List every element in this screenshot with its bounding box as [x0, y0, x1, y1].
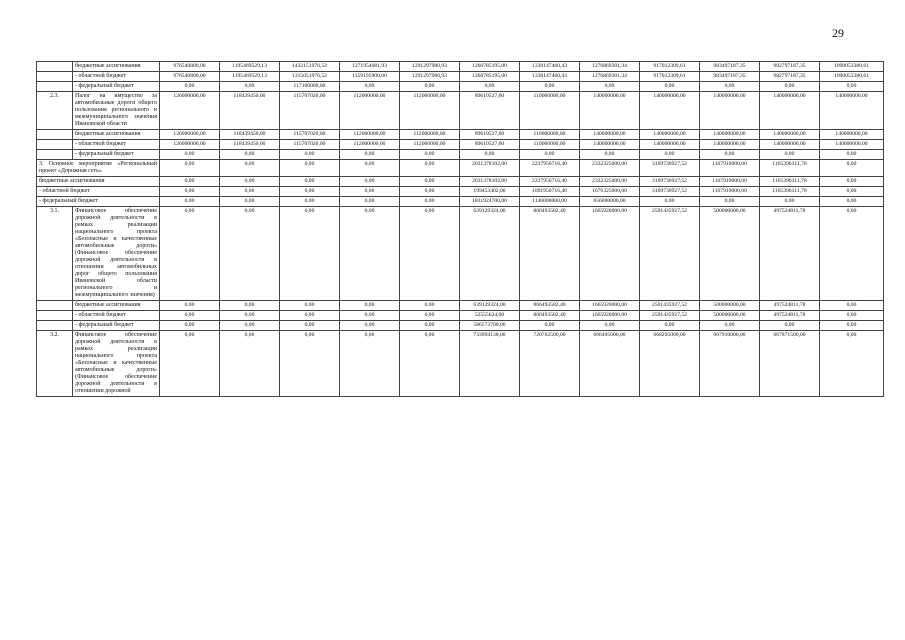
value-cell: 1195469529,13 [220, 72, 280, 82]
value-cell: 140000000,00 [820, 140, 884, 150]
value-cell: 1165396311,78 [760, 160, 820, 177]
row-name-cell: - областной бюджет [73, 311, 160, 321]
value-cell: 0,00 [280, 311, 340, 321]
value-cell: 1260785195,00 [460, 72, 520, 82]
table-row [37, 187, 884, 197]
table-row [37, 207, 884, 301]
value-cell: 866493582,40 [520, 207, 580, 301]
value-cell: 112000000,00 [340, 92, 400, 130]
value-cell: 0,00 [400, 150, 460, 160]
value-cell: 0,00 [340, 207, 400, 301]
table-row [37, 331, 884, 397]
value-cell: 497524811,78 [760, 301, 820, 311]
value-cell: 1338147460,43 [520, 72, 580, 82]
value-cell: 0,00 [700, 197, 760, 207]
value-cell: 1665920000,00 [580, 207, 640, 301]
value-cell: 0,00 [820, 150, 884, 160]
value-cell: 720762500,00 [520, 331, 580, 397]
value-cell: 110000000,00 [520, 140, 580, 150]
value-cell: 1338147460,43 [520, 62, 580, 72]
row-name-cell: 3. Основное мероприятие «Региональный проект «Дорожная сеть» [37, 160, 160, 177]
row-name-cell: Налог на имущество за автомобильные дороги общего пользования регионального и межмуниципального значения Ивановской области [73, 92, 160, 130]
value-cell: 112000000,00 [340, 130, 400, 140]
value-cell: 1831924700,00 [460, 197, 520, 207]
value-cell: 2501435927,52 [640, 311, 700, 321]
value-cell: 126000000,00 [160, 92, 220, 130]
value-cell: 0,00 [220, 197, 280, 207]
value-cell: 2237950716,40 [520, 160, 580, 177]
value-cell: 3169730927,52 [640, 177, 700, 187]
value-cell: 0,00 [400, 82, 460, 92]
value-cell: 126000000,00 [160, 140, 220, 150]
value-cell: 118439450,00 [220, 140, 280, 150]
value-cell: 0,00 [820, 321, 884, 331]
value-cell: 2332325000,00 [580, 177, 640, 187]
value-cell: 983497187,35 [700, 72, 760, 82]
row-name-cell: - областной бюджет [73, 72, 160, 82]
value-cell: 89610527,00 [460, 130, 520, 140]
value-cell: 118439450,00 [220, 92, 280, 130]
value-cell: 0,00 [160, 311, 220, 321]
value-cell: 140000000,00 [640, 130, 700, 140]
value-cell: 1195469529,13 [220, 62, 280, 72]
value-cell: 0,00 [820, 160, 884, 177]
value-cell: 0,00 [820, 311, 884, 321]
row-name-cell: - федеральный бюджет [73, 321, 160, 331]
value-cell: 0,00 [340, 331, 400, 397]
table-row [37, 150, 884, 160]
value-cell: 1276869301,34 [580, 62, 640, 72]
value-cell: 0,00 [460, 150, 520, 160]
value-cell: 0,00 [220, 177, 280, 187]
row-index-cell [37, 140, 73, 150]
row-index-cell: 2.3. [37, 92, 73, 130]
value-cell: 0,00 [820, 177, 884, 187]
value-cell: 0,00 [400, 321, 460, 331]
value-cell: 500000000,00 [700, 207, 760, 301]
value-cell: 140000000,00 [760, 140, 820, 150]
value-cell: 639129324,00 [460, 301, 520, 311]
row-index-cell [37, 321, 73, 331]
value-cell: 0,00 [280, 177, 340, 187]
value-cell: 140000000,00 [640, 92, 700, 130]
budget-table [36, 61, 884, 397]
value-cell: 0,00 [580, 82, 640, 92]
value-cell: 117100000,00 [280, 82, 340, 92]
value-cell: 3169730927,52 [640, 187, 700, 197]
value-cell: 0,00 [400, 331, 460, 397]
table-row [37, 62, 884, 72]
value-cell: 917012309,61 [640, 62, 700, 72]
row-name-cell: - федеральный бюджет [73, 150, 160, 160]
value-cell: 1090053380,61 [820, 62, 884, 72]
value-cell: 0,00 [280, 187, 340, 197]
value-cell: 0,00 [760, 82, 820, 92]
row-index-cell [37, 62, 73, 72]
value-cell: 0,00 [640, 321, 700, 331]
value-cell: 976540800,00 [160, 62, 220, 72]
value-cell: 0,00 [340, 177, 400, 187]
value-cell: 0,00 [640, 197, 700, 207]
value-cell: 0,00 [400, 311, 460, 321]
value-cell: 982797187,35 [760, 72, 820, 82]
value-cell: 115707020,00 [280, 130, 340, 140]
value-cell: 140000000,00 [700, 130, 760, 140]
value-cell: 667910000,00 [700, 331, 760, 397]
value-cell: 0,00 [520, 82, 580, 92]
value-cell: 586573700,00 [460, 321, 520, 331]
row-name-cell: бюджетные ассигнования [73, 301, 160, 311]
value-cell: 0,00 [400, 187, 460, 197]
value-cell: 0,00 [340, 150, 400, 160]
value-cell: 497524811,78 [760, 311, 820, 321]
value-cell: 0,00 [340, 301, 400, 311]
value-cell: 89610527,00 [460, 92, 520, 130]
value-cell: 112000000,00 [400, 92, 460, 130]
row-index-cell: 3.1. [37, 207, 73, 301]
value-cell: 0,00 [400, 301, 460, 311]
value-cell: 0,00 [160, 207, 220, 301]
value-cell: 0,00 [280, 150, 340, 160]
value-cell: 115707020,00 [280, 140, 340, 150]
value-cell: 1276869301,34 [580, 72, 640, 82]
table-row [37, 321, 884, 331]
value-cell: 140000000,00 [820, 92, 884, 130]
value-cell: 0,00 [160, 187, 220, 197]
value-cell: 140000000,00 [640, 140, 700, 150]
value-cell: 733994138,00 [460, 331, 520, 397]
value-cell: 1146000000,00 [520, 197, 580, 207]
table-row [37, 197, 884, 207]
value-cell: 112000000,00 [340, 140, 400, 150]
row-index-cell [37, 150, 73, 160]
row-name-cell: бюджетные ассигнования [73, 62, 160, 72]
value-cell: 112000000,00 [400, 140, 460, 150]
value-cell: 0,00 [820, 82, 884, 92]
value-cell: 118439450,00 [220, 130, 280, 140]
value-cell: 667871500,00 [760, 331, 820, 397]
value-cell: 917012309,61 [640, 72, 700, 82]
value-cell: 0,00 [220, 82, 280, 92]
value-cell: 0,00 [220, 311, 280, 321]
row-name-cell: бюджетные ассигнования [73, 130, 160, 140]
value-cell: 89610527,00 [460, 140, 520, 150]
value-cell: 668295000,00 [640, 331, 700, 397]
value-cell: 110000000,00 [520, 130, 580, 140]
value-cell: 0,00 [340, 160, 400, 177]
value-cell: 0,00 [700, 82, 760, 92]
value-cell: 0,00 [820, 187, 884, 197]
value-cell: 0,00 [340, 187, 400, 197]
value-cell: 1291297980,93 [400, 62, 460, 72]
value-cell: 983497187,35 [700, 62, 760, 72]
value-cell: 0,00 [700, 321, 760, 331]
value-cell: 2501435927,52 [640, 207, 700, 301]
value-cell: 0,00 [340, 197, 400, 207]
table-row [37, 82, 884, 92]
value-cell: 0,00 [760, 321, 820, 331]
table-row [37, 92, 884, 130]
row-name-cell: - федеральный бюджет [73, 82, 160, 92]
table-row [37, 311, 884, 321]
value-cell: 0,00 [160, 197, 220, 207]
value-cell: 0,00 [220, 207, 280, 301]
value-cell: 0,00 [160, 177, 220, 187]
value-cell: 1315051976,52 [280, 72, 340, 82]
row-name-cell: - федеральный бюджет [37, 197, 160, 207]
value-cell: 0,00 [460, 82, 520, 92]
value-cell: 0,00 [760, 150, 820, 160]
value-cell: 0,00 [400, 177, 460, 187]
table-row [37, 301, 884, 311]
value-cell: 656000000,00 [580, 197, 640, 207]
value-cell: 140000000,00 [580, 92, 640, 130]
value-cell: 866493582,40 [520, 301, 580, 311]
value-cell: 500000000,00 [700, 301, 760, 311]
value-cell: 0,00 [520, 150, 580, 160]
value-cell: 639129324,00 [460, 207, 520, 301]
value-cell: 1167910000,00 [700, 160, 760, 177]
value-cell: 1676325000,00 [580, 187, 640, 197]
row-name-cell: Финансовое обеспечение дорожной деятельности в рамках реализации национального проекта «Безопасные и качественные автомобильные дороги» (Финансовое обеспечение дорожной деятельности в отношении автомобильных дорог общего пользования Ивановской области регионального и межмуниципального значения) [73, 207, 160, 301]
value-cell: 976540800,00 [160, 72, 220, 82]
row-name-cell: - областной бюджет [37, 187, 160, 197]
value-cell: 115707020,00 [280, 92, 340, 130]
value-cell: 1167910000,00 [700, 187, 760, 197]
table-row [37, 130, 884, 140]
value-cell: 140000000,00 [580, 140, 640, 150]
value-cell: 0,00 [280, 331, 340, 397]
table-row [37, 160, 884, 177]
value-cell: 52555624,00 [460, 311, 520, 321]
value-cell: 0,00 [160, 331, 220, 397]
value-cell: 1432151976,52 [280, 62, 340, 72]
value-cell: 666405000,00 [580, 331, 640, 397]
row-name-cell: - областной бюджет [73, 140, 160, 150]
value-cell: 0,00 [760, 197, 820, 207]
value-cell: 0,00 [580, 321, 640, 331]
value-cell: 0,00 [520, 321, 580, 331]
value-cell: 1260785195,00 [460, 62, 520, 72]
value-cell: 0,00 [400, 160, 460, 177]
value-cell: 0,00 [340, 82, 400, 92]
value-cell: 0,00 [160, 150, 220, 160]
value-cell: 0,00 [700, 150, 760, 160]
row-index-cell: 3.2. [37, 331, 73, 397]
value-cell: 0,00 [340, 311, 400, 321]
row-index-cell [37, 82, 73, 92]
value-cell: 1271954081,93 [340, 62, 400, 72]
value-cell: 0,00 [820, 301, 884, 311]
value-cell: 0,00 [280, 321, 340, 331]
value-cell: 1091950716,40 [520, 187, 580, 197]
value-cell: 1291297980,93 [400, 72, 460, 82]
row-index-cell [37, 72, 73, 82]
value-cell: 2031378102,00 [460, 177, 520, 187]
value-cell: 0,00 [220, 301, 280, 311]
value-cell: 0,00 [160, 301, 220, 311]
value-cell: 0,00 [160, 321, 220, 331]
value-cell: 140000000,00 [760, 92, 820, 130]
value-cell: 199453402,00 [460, 187, 520, 197]
value-cell: 1167910000,00 [700, 177, 760, 187]
table-row [37, 177, 884, 187]
value-cell: 1165396311,78 [760, 177, 820, 187]
row-index-cell [37, 130, 73, 140]
value-cell: 0,00 [220, 321, 280, 331]
value-cell: 1665920000,00 [580, 311, 640, 321]
value-cell: 2332325000,00 [580, 160, 640, 177]
value-cell: 0,00 [820, 331, 884, 397]
value-cell: 140000000,00 [760, 130, 820, 140]
value-cell: 0,00 [580, 150, 640, 160]
value-cell: 140000000,00 [820, 130, 884, 140]
row-name-cell: Финансовое обеспечение дорожной деятельности в рамках реализации национального проекта «Безопасные и качественные автомобильные дороги» (Финансовое обеспечение дорожной деятельности в отношении дорожной [73, 331, 160, 397]
table-body [37, 62, 884, 397]
row-name-cell: бюджетные ассигнования [37, 177, 160, 187]
value-cell: 0,00 [220, 160, 280, 177]
value-cell: 1165396311,78 [760, 187, 820, 197]
row-index-cell [37, 311, 73, 321]
value-cell: 110000000,00 [520, 92, 580, 130]
value-cell: 1090053380,61 [820, 72, 884, 82]
value-cell: 1665920000,00 [580, 301, 640, 311]
table-row [37, 140, 884, 150]
value-cell: 0,00 [280, 197, 340, 207]
page-number: 29 [832, 26, 844, 40]
value-cell: 140000000,00 [700, 92, 760, 130]
value-cell: 2237950716,40 [520, 177, 580, 187]
value-cell: 1159191900,00 [340, 72, 400, 82]
value-cell: 0,00 [280, 207, 340, 301]
value-cell: 112000000,00 [400, 130, 460, 140]
value-cell: 126000000,00 [160, 130, 220, 140]
value-cell: 3169730927,52 [640, 160, 700, 177]
value-cell: 0,00 [400, 207, 460, 301]
value-cell: 982797187,35 [760, 62, 820, 72]
value-cell: 0,00 [160, 160, 220, 177]
value-cell: 0,00 [340, 321, 400, 331]
value-cell: 140000000,00 [580, 130, 640, 140]
value-cell: 0,00 [400, 197, 460, 207]
value-cell: 140000000,00 [700, 140, 760, 150]
row-index-cell [37, 301, 73, 311]
value-cell: 2031378102,00 [460, 160, 520, 177]
value-cell: 0,00 [820, 197, 884, 207]
value-cell: 0,00 [280, 160, 340, 177]
value-cell: 866493582,40 [520, 311, 580, 321]
value-cell: 0,00 [640, 150, 700, 160]
table-row [37, 72, 884, 82]
value-cell: 2501435927,52 [640, 301, 700, 311]
value-cell: 0,00 [640, 82, 700, 92]
value-cell: 497524811,78 [760, 207, 820, 301]
value-cell: 500000000,00 [700, 311, 760, 321]
value-cell: 0,00 [160, 82, 220, 92]
value-cell: 0,00 [220, 150, 280, 160]
value-cell: 0,00 [220, 187, 280, 197]
value-cell: 0,00 [820, 207, 884, 301]
value-cell: 0,00 [280, 301, 340, 311]
value-cell: 0,00 [220, 331, 280, 397]
